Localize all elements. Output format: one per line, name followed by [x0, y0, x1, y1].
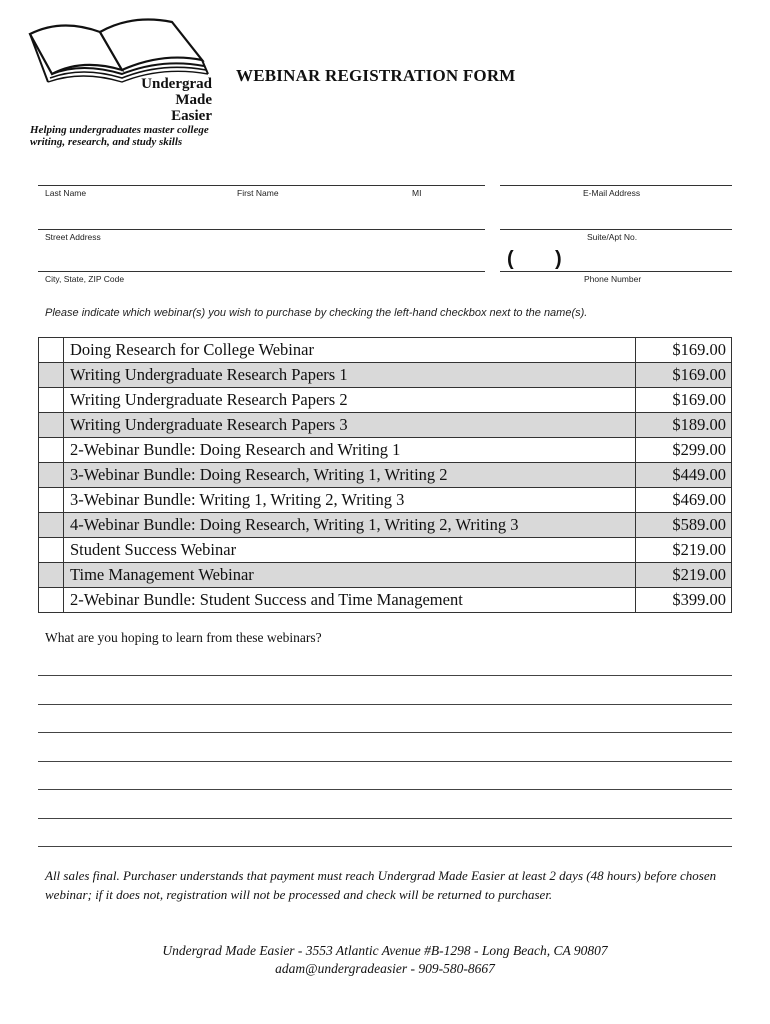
- brand-line-3: Easier: [171, 108, 212, 124]
- city-field-line[interactable]: [38, 271, 485, 272]
- webinar-name: Student Success Webinar: [64, 538, 636, 563]
- form-title: WEBINAR REGISTRATION FORM: [236, 66, 516, 85]
- webinar-name: Time Management Webinar: [64, 563, 636, 588]
- checkbox[interactable]: [39, 488, 64, 513]
- webinar-price: $449.00: [636, 463, 732, 488]
- webinar-name: 2-Webinar Bundle: Student Success and Time Management: [64, 588, 636, 613]
- webinar-name: Writing Undergraduate Research Papers 1: [64, 363, 636, 388]
- table-row: [39, 488, 732, 513]
- city-label: City, State, ZIP Code: [45, 274, 125, 284]
- table-row: [39, 513, 732, 538]
- phone-label: Phone Number: [584, 274, 642, 284]
- table-row: [39, 413, 732, 438]
- table-row: [39, 588, 732, 613]
- phone-field-line[interactable]: [500, 271, 732, 272]
- webinar-price: $299.00: [636, 438, 732, 463]
- webinar-name: 2-Webinar Bundle: Doing Research and Writing 1: [64, 438, 636, 463]
- tagline-line-1: Helping undergraduates master college: [30, 124, 209, 136]
- webinar-price: $399.00: [636, 588, 732, 613]
- street-label: Street Address: [45, 232, 101, 242]
- answer-line[interactable]: [38, 704, 732, 705]
- webinar-price: $219.00: [636, 563, 732, 588]
- checkbox[interactable]: [39, 338, 64, 363]
- checkbox[interactable]: [39, 388, 64, 413]
- table-row: [39, 438, 732, 463]
- disclaimer-text: All sales final. Purchaser understands that payment must reach Undergrad Made Easier at least 2 days (48 hours) before chosen webinar; if it does not, registration will not be processed and check will be returned to purchaser.: [45, 868, 717, 902]
- webinar-name: 3-Webinar Bundle: Doing Research, Writing 1, Writing 2: [64, 463, 636, 488]
- table-row: [39, 338, 732, 363]
- answer-line[interactable]: [38, 675, 732, 676]
- answer-line[interactable]: [38, 846, 732, 847]
- table-row: [39, 463, 732, 488]
- webinar-name: Writing Undergraduate Research Papers 2: [64, 388, 636, 413]
- footer-address: Undergrad Made Easier - 3553 Atlantic Avenue #B-1298 - Long Beach, CA 90807: [162, 943, 608, 958]
- phone-area-close: ): [555, 248, 562, 270]
- webinar-name: 3-Webinar Bundle: Writing 1, Writing 2, Writing 3: [64, 488, 636, 513]
- brand-line-2: Made: [175, 92, 212, 108]
- webinar-price: $589.00: [636, 513, 732, 538]
- footer-contact: adam@undergradeasier - 909-580-8667: [275, 961, 495, 976]
- checkbox[interactable]: [39, 413, 64, 438]
- name-field-line[interactable]: [38, 185, 485, 186]
- phone-area-open: (: [507, 248, 514, 270]
- webinar-price: $169.00: [636, 363, 732, 388]
- webinar-price: $219.00: [636, 538, 732, 563]
- checkbox[interactable]: [39, 438, 64, 463]
- webinar-name: Writing Undergraduate Research Papers 3: [64, 413, 636, 438]
- table-row: [39, 363, 732, 388]
- email-field-line[interactable]: [500, 185, 732, 186]
- brand-line-1: Undergrad: [141, 76, 212, 92]
- answer-line[interactable]: [38, 789, 732, 790]
- logo: [0, 0, 230, 150]
- webinar-price: $169.00: [636, 338, 732, 363]
- answer-line[interactable]: [38, 818, 732, 819]
- last-name-label: Last Name: [45, 188, 87, 198]
- answer-line[interactable]: [38, 732, 732, 733]
- instruction-text: Please indicate which webinar(s) you wish to purchase by checking the left-hand checkbox next to the name(s).: [45, 307, 588, 319]
- table-row: [39, 388, 732, 413]
- email-label: E-Mail Address: [583, 188, 641, 198]
- webinar-price: $169.00: [636, 388, 732, 413]
- webinar-price: $469.00: [636, 488, 732, 513]
- mi-label: MI: [412, 188, 422, 198]
- tagline-line-2: writing, research, and study skills: [30, 136, 183, 148]
- first-name-label: First Name: [237, 188, 279, 198]
- webinar-table: [38, 337, 732, 613]
- suite-label: Suite/Apt No.: [587, 232, 638, 242]
- checkbox[interactable]: [39, 463, 64, 488]
- suite-field-line[interactable]: [500, 229, 732, 230]
- learning-question: What are you hoping to learn from these webinars?: [45, 630, 322, 645]
- checkbox[interactable]: [39, 563, 64, 588]
- checkbox[interactable]: [39, 363, 64, 388]
- answer-line[interactable]: [38, 761, 732, 762]
- tagline: [30, 124, 209, 148]
- webinar-price: $189.00: [636, 413, 732, 438]
- webinar-name: 4-Webinar Bundle: Doing Research, Writing 1, Writing 2, Writing 3: [64, 513, 636, 538]
- checkbox[interactable]: [39, 538, 64, 563]
- checkbox[interactable]: [39, 588, 64, 613]
- street-field-line[interactable]: [38, 229, 485, 230]
- table-row: [39, 538, 732, 563]
- table-row: [39, 563, 732, 588]
- webinar-name: Doing Research for College Webinar: [64, 338, 636, 363]
- checkbox[interactable]: [39, 513, 64, 538]
